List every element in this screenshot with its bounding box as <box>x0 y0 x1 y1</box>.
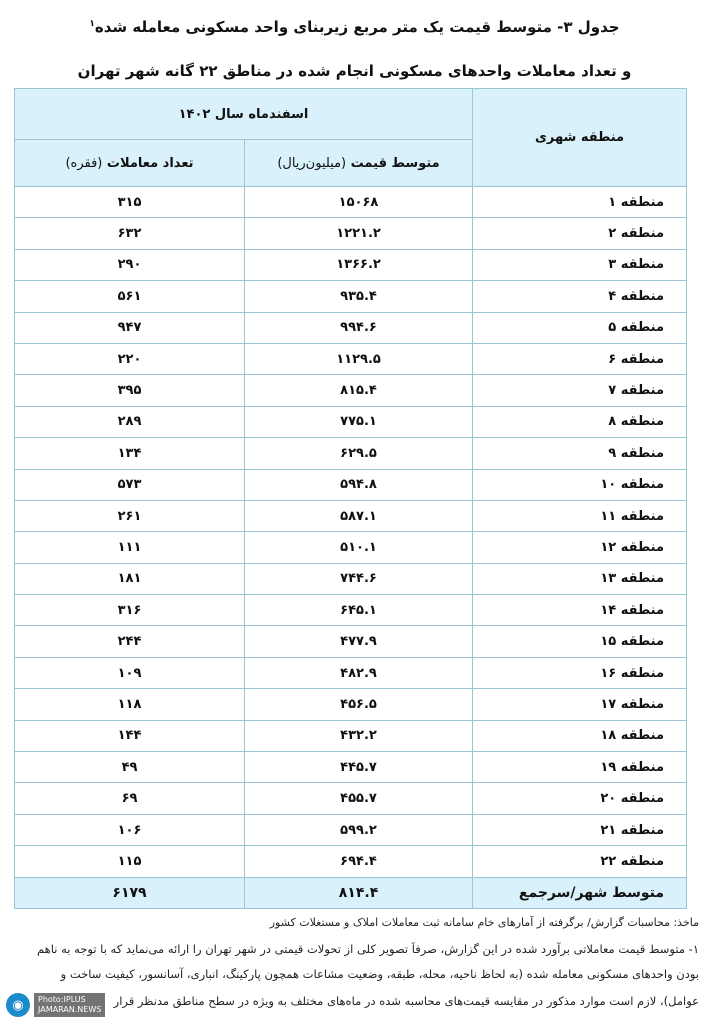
count-cell: ۲۸۹ <box>15 406 245 437</box>
table-row <box>15 218 687 249</box>
region-cell: منطقه ۱۸ <box>473 720 687 751</box>
count-cell: ۲۴۴ <box>15 626 245 657</box>
header-period: اسفندماه سال ۱۴۰۲ <box>15 89 473 140</box>
table-row <box>15 187 687 218</box>
table-row <box>15 563 687 594</box>
count-cell: ۹۴۷ <box>15 312 245 343</box>
total-price: ۸۱۴.۴ <box>245 877 473 908</box>
count-cell: ۱۸۱ <box>15 563 245 594</box>
table-row <box>15 720 687 751</box>
count-cell: ۱۱۸ <box>15 689 245 720</box>
price-cell: ۵۹۹.۲ <box>245 814 473 845</box>
region-cell: منطقه ۲۰ <box>473 783 687 814</box>
count-cell: ۲۹۰ <box>15 249 245 280</box>
table-title-line2: و تعداد معاملات واحدهای مسکونی انجام شده در مناطق ۲۲ گانه شهر تهران <box>77 62 632 80</box>
table-row <box>15 595 687 626</box>
footnote-3: عوامل)، لازم است موارد مذکور در مقایسه قیمت‌های محاسبه شده در ماه‌های مختلف به ویژه در سطح مناطق مدنظر قرار <box>113 994 699 1008</box>
count-cell: ۳۱۵ <box>15 187 245 218</box>
watermark-text: Photo:IPLUS JAMARAN.NEWS <box>34 993 105 1017</box>
watermark <box>6 990 114 1020</box>
region-cell: منطقه ۲ <box>473 218 687 249</box>
table-row <box>15 783 687 814</box>
total-region: متوسط شهر/سرجمع <box>473 877 687 908</box>
price-cell: ۱۳۶۶.۲ <box>245 249 473 280</box>
table-row <box>15 846 687 877</box>
region-cell: منطقه ۶ <box>473 343 687 374</box>
price-cell: ۸۱۵.۴ <box>245 375 473 406</box>
price-cell: ۵۱۰.۱ <box>245 532 473 563</box>
table-row <box>15 626 687 657</box>
source-note: ماخذ: محاسبات گزارش/ برگرفته از آمارهای خام سامانه ثبت معاملات املاک و مستغلات کشور <box>269 916 699 929</box>
table-row <box>15 249 687 280</box>
footnote-marker: ۱ <box>89 19 95 29</box>
count-cell: ۶۳۲ <box>15 218 245 249</box>
count-cell: ۱۴۴ <box>15 720 245 751</box>
table-row <box>15 814 687 845</box>
region-cell: منطقه ۱۱ <box>473 500 687 531</box>
price-cell: ۷۴۴.۶ <box>245 563 473 594</box>
region-cell: منطقه ۱۰ <box>473 469 687 500</box>
region-cell: منطقه ۱۶ <box>473 657 687 688</box>
count-cell: ۱۰۶ <box>15 814 245 845</box>
footnote-1: ۱- متوسط قیمت معاملاتی برآورد شده در این گزارش، صرفاً تصویر کلی از تحولات قیمتی در شهر تهران را ارائه می‌نماید که با توجه به ناهم <box>37 942 699 956</box>
header-region: منطقه شهری <box>473 89 687 187</box>
count-cell: ۳۹۵ <box>15 375 245 406</box>
region-cell: منطقه ۱۴ <box>473 595 687 626</box>
count-cell: ۱۰۹ <box>15 657 245 688</box>
price-cell: ۱۲۲۱.۲ <box>245 218 473 249</box>
price-cell: ۶۲۹.۵ <box>245 438 473 469</box>
price-cell: ۶۴۵.۱ <box>245 595 473 626</box>
count-cell: ۱۱۵ <box>15 846 245 877</box>
price-table <box>14 88 687 909</box>
region-cell: منطقه ۲۱ <box>473 814 687 845</box>
table-row <box>15 406 687 437</box>
count-cell: ۳۱۶ <box>15 595 245 626</box>
region-cell: منطقه ۱۷ <box>473 689 687 720</box>
camera-icon: ◉ <box>6 993 30 1017</box>
region-cell: منطقه ۱۹ <box>473 752 687 783</box>
table-row <box>15 657 687 688</box>
region-cell: منطقه ۴ <box>473 281 687 312</box>
count-cell: ۱۳۴ <box>15 438 245 469</box>
region-cell: منطقه ۹ <box>473 438 687 469</box>
price-cell: ۷۷۵.۱ <box>245 406 473 437</box>
count-cell: ۱۱۱ <box>15 532 245 563</box>
header-price: متوسط قیمت (میلیون‌ریال) <box>245 140 473 187</box>
total-count: ۶۱۷۹ <box>15 877 245 908</box>
footnote-2: بودن واحدهای مسکونی معامله شده (به لحاظ ناحیه، محله، طبقه، وضعیت مشاعات همچون پارکینگ، انباری، آسانسور، کیفیت ساخت و <box>60 967 699 981</box>
price-cell: ۴۳۲.۲ <box>245 720 473 751</box>
price-cell: ۵۸۷.۱ <box>245 500 473 531</box>
price-cell: ۵۹۴.۸ <box>245 469 473 500</box>
price-cell: ۱۱۲۹.۵ <box>245 343 473 374</box>
price-cell: ۴۵۶.۵ <box>245 689 473 720</box>
table-row <box>15 532 687 563</box>
count-cell: ۲۶۱ <box>15 500 245 531</box>
count-cell: ۶۹ <box>15 783 245 814</box>
price-cell: ۶۹۴.۴ <box>245 846 473 877</box>
region-cell: منطقه ۱ <box>473 187 687 218</box>
price-cell: ۴۷۷.۹ <box>245 626 473 657</box>
count-cell: ۴۹ <box>15 752 245 783</box>
count-cell: ۲۲۰ <box>15 343 245 374</box>
region-cell: منطقه ۵ <box>473 312 687 343</box>
region-cell: منطقه ۱۳ <box>473 563 687 594</box>
total-row <box>15 877 687 908</box>
price-cell: ۹۳۵.۴ <box>245 281 473 312</box>
table-row <box>15 312 687 343</box>
region-cell: منطقه ۸ <box>473 406 687 437</box>
count-cell: ۵۶۱ <box>15 281 245 312</box>
region-cell: منطقه ۳ <box>473 249 687 280</box>
table-row <box>15 375 687 406</box>
count-cell: ۵۷۳ <box>15 469 245 500</box>
region-cell: منطقه ۱۲ <box>473 532 687 563</box>
table-row <box>15 343 687 374</box>
price-cell: ۴۴۵.۷ <box>245 752 473 783</box>
table-row <box>15 752 687 783</box>
table-row <box>15 438 687 469</box>
region-cell: منطقه ۷ <box>473 375 687 406</box>
table-row <box>15 689 687 720</box>
table-row <box>15 469 687 500</box>
price-cell: ۱۵۰۶۸ <box>245 187 473 218</box>
price-cell: ۴۵۵.۷ <box>245 783 473 814</box>
table-row <box>15 500 687 531</box>
table-title-line1: جدول ۳- متوسط قیمت یک متر مربع زیربنای واحد مسکونی معامله شده$^۱$ <box>89 18 620 36</box>
price-cell: ۹۹۴.۶ <box>245 312 473 343</box>
table-row <box>15 281 687 312</box>
price-cell: ۴۸۲.۹ <box>245 657 473 688</box>
region-cell: منطقه ۱۵ <box>473 626 687 657</box>
region-cell: منطقه ۲۲ <box>473 846 687 877</box>
header-count: تعداد معاملات (فقره) <box>15 140 245 187</box>
